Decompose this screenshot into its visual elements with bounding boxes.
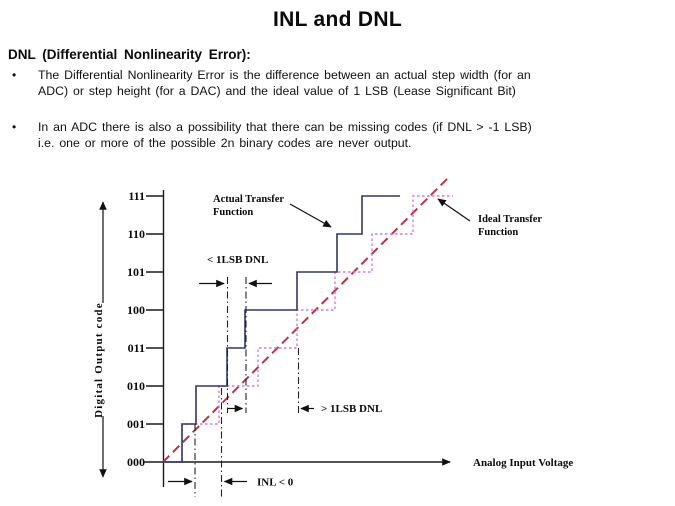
actual-transfer-label-line2: Function <box>213 207 254 218</box>
actual-transfer-curve <box>163 196 400 462</box>
x-axis-title: Analog Input Voltage <box>473 457 574 469</box>
bullet-marker: • <box>12 120 17 134</box>
ideal-transfer-callout-arrow <box>438 199 470 221</box>
bullet-marker: • <box>12 68 17 82</box>
code-label-000: 000 <box>127 455 145 469</box>
actual-transfer-label-line1: Actual Transfer <box>213 194 285 205</box>
dnl-heading: DNL (Differential Nonlinearity Error): <box>8 47 251 62</box>
code-label-010: 010 <box>127 379 145 393</box>
ideal-transfer-line <box>163 178 448 462</box>
actual-transfer-callout-arrow <box>290 204 331 227</box>
y-axis-title: Digital Output code <box>93 302 105 418</box>
code-label-001: 001 <box>127 417 145 431</box>
ideal-staircase-curve <box>163 196 453 462</box>
dnl-large-label: > 1LSB DNL <box>321 403 383 415</box>
bullet-2-line-1: In an ADC there is also a possibility that there can be missing codes (if DNL > -1 LSB) <box>38 120 532 134</box>
code-label-101: 101 <box>127 265 145 279</box>
code-label-100: 100 <box>127 303 145 317</box>
ideal-transfer-label-line2: Function <box>478 227 519 238</box>
page-title: INL and DNL <box>273 8 402 31</box>
bullet-2-line-2: i.e. one or more of the possible 2n binary codes are never output. <box>38 136 412 150</box>
dnl-small-label: < 1LSB DNL <box>207 254 269 266</box>
bullet-1-line-2: ADC) or step height (for a DAC) and the ideal value of 1 LSB (Lease Significant Bit) <box>38 84 516 98</box>
code-label-110: 110 <box>127 227 145 241</box>
ideal-transfer-label-line1: Ideal Transfer <box>478 214 543 225</box>
bullet-1-line-1: The Differential Nonlinearity Error is the difference between an actual step width (for an <box>38 68 531 82</box>
inl-label: INL < 0 <box>257 476 294 489</box>
code-label-011: 011 <box>127 341 145 355</box>
code-label-111: 111 <box>128 189 145 203</box>
